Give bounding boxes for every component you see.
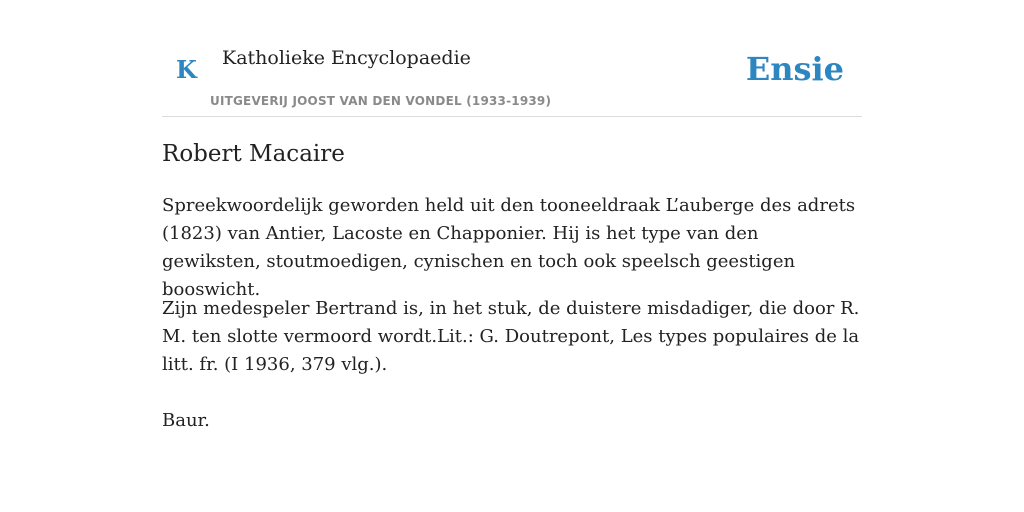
publisher-label: UITGEVERIJ JOOST VAN DEN VONDEL (1933-1939) (210, 94, 552, 108)
site-header (162, 0, 862, 117)
encyclopedia-title-link[interactable]: Katholieke Encyclopaedie (222, 47, 471, 69)
article-title: Robert Macaire (162, 141, 345, 167)
article-paragraph-1: Spreekwoordelijk geworden held uit den tooneeldraak L’auberge des adrets (1823) van Antier, Lacoste en Chapponier. Hij is het type van den gewiksten, stoutmoedigen, cynischen en toch ook speelsch geestigen booswicht. (162, 195, 856, 300)
page-container (162, 0, 862, 431)
article-author: Baur. (162, 410, 210, 431)
ensie-brand-logo[interactable]: Ensie (745, 50, 844, 88)
encyclopedia-logo[interactable]: K (176, 55, 197, 84)
article-paragraph-2: Zijn medespeler Bertrand is, in het stuk, de duistere misdadiger, die door R. M. ten slotte vermoord wordt.Lit.: G. Doutrepont, Les types populaires de la litt. fr. (I 1936, 379 vlg.). (162, 298, 860, 375)
